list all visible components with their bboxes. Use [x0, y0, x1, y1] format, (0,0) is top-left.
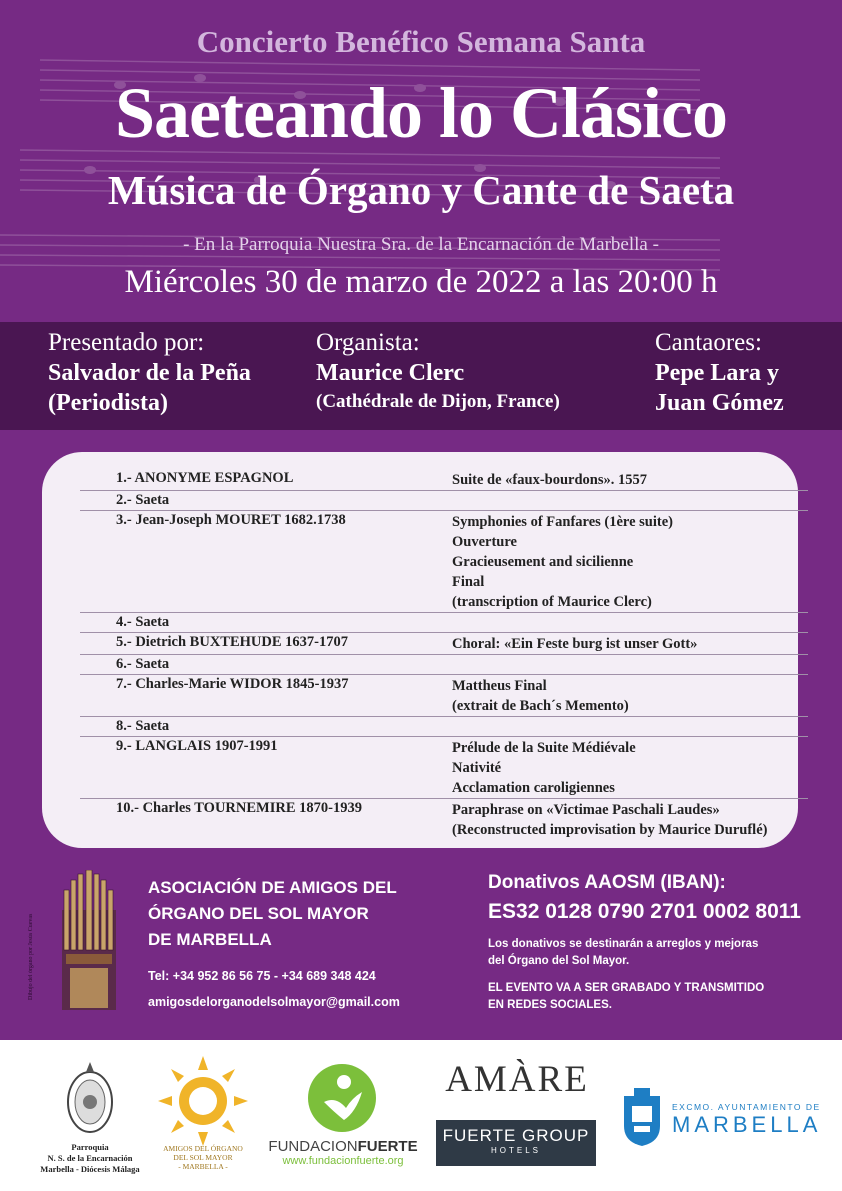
fundacion-name-a: FUNDACION	[268, 1138, 358, 1155]
fundacion-fuerte-emblem-icon	[306, 1062, 378, 1134]
presenter-label: Presentado por:	[48, 329, 205, 356]
program-row	[80, 632, 808, 655]
program-row	[80, 716, 808, 737]
amigos-logo	[148, 1144, 258, 1171]
program-work: Mattheus Final	[452, 678, 547, 694]
program-composer: 5.- Dietrich BUXTEHUDE 1637-1707	[116, 634, 348, 650]
fuerte-group-sub: HOTELS	[490, 1146, 541, 1155]
sun-icon	[158, 1056, 248, 1146]
ayuntamiento-logo	[672, 1102, 828, 1138]
program-work: Choral: «Ein Feste burg ist unser Gott»	[452, 636, 698, 652]
singers-label: Cantaores:	[655, 329, 762, 356]
organist-block	[316, 328, 560, 416]
amare-logo: AMÀRE	[445, 1059, 589, 1100]
program-works	[452, 800, 767, 840]
program-composer: 8.- Saeta	[116, 718, 170, 734]
donations-note	[488, 936, 758, 970]
organist-affiliation: (Cathédrale de Dijon, France)	[316, 391, 560, 412]
program-composer: 4.- Saeta	[116, 614, 170, 630]
parroquia-line: Parroquia	[71, 1142, 109, 1152]
program-work: (extrait de Bach´s Memento)	[452, 698, 629, 714]
program-composer: 2.- Saeta	[116, 492, 170, 508]
program-composer: 9.- LANGLAIS 1907-1991	[116, 738, 278, 754]
fuerte-group-name: FUERTE GROUP	[442, 1126, 590, 1145]
marbella-crest-icon	[620, 1086, 664, 1148]
singers-line-1: Pepe Lara y	[655, 360, 779, 386]
program-works	[452, 738, 636, 798]
parroquia-logo	[20, 1142, 160, 1175]
program-panel	[42, 452, 798, 848]
broadcast-notice-line: EL EVENTO VA A SER GRABADO Y TRANSMITIDO	[488, 982, 765, 994]
association-name-line: DE MARBELLA	[148, 930, 272, 949]
amigos-line: DEL SOL MAYOR	[173, 1153, 233, 1162]
program-works	[452, 470, 647, 490]
organist-name: Maurice Clerc	[316, 360, 465, 386]
fuerte-group-logo	[436, 1120, 596, 1166]
association-name-line: ÓRGANO DEL SOL MAYOR	[148, 904, 369, 923]
concert-subtitle: Música de Órgano y Cante de Saeta	[107, 167, 735, 213]
association-name	[148, 875, 397, 953]
program-row	[80, 654, 808, 675]
amigos-line: AMIGOS DEL ÓRGANO	[163, 1144, 243, 1153]
program-row	[80, 490, 808, 511]
fundacion-url: www.fundacionfuerte.org	[282, 1155, 404, 1167]
donations-note-line: Los donativos se destinarán a arreglos y mejoras	[488, 938, 759, 950]
program-composer: 6.- Saeta	[116, 656, 170, 672]
ayuntamiento-top: EXCMO. AYUNTAMIENTO DE	[672, 1102, 821, 1112]
donations-heading: Donativos AAOSM (IBAN):	[488, 872, 726, 893]
concert-kicker: Concierto Benéfico Semana Santa	[196, 24, 646, 59]
program-work: Nativité	[452, 760, 502, 776]
organist-label: Organista:	[316, 329, 420, 356]
presenter-role: (Periodista)	[48, 390, 168, 416]
header-section	[0, 0, 842, 322]
program-row	[80, 674, 808, 717]
concert-venue: - En la Parroquia Nuestra Sra. de la Encarnación de Marbella -	[183, 234, 659, 255]
broadcast-notice-line: EN REDES SOCIALES.	[488, 999, 612, 1011]
parroquia-line: N. S. de la Encarnación	[47, 1153, 133, 1163]
performers-band	[0, 322, 842, 430]
program-works	[452, 512, 673, 612]
program-row	[80, 736, 808, 799]
donations-iban: ES32 0128 0790 2701 0002 8011	[488, 900, 801, 923]
program-work: Acclamation caroligiennes	[452, 780, 615, 796]
program-composer: 10.- Charles TOURNEMIRE 1870-1939	[116, 800, 362, 816]
program-row	[80, 510, 808, 613]
program-work: (transcription of Maurice Clerc)	[452, 594, 652, 610]
program-works	[452, 634, 697, 654]
association-name-line: ASOCIACIÓN DE AMIGOS DEL	[148, 878, 397, 897]
presenter-block	[48, 328, 251, 418]
program-work: Prélude de la Suite Médiévale	[452, 740, 636, 756]
program-composer: 1.- ANONYME ESPAGNOL	[116, 470, 294, 486]
program-works	[452, 676, 629, 716]
organ-illustration	[56, 870, 122, 1010]
program-row	[80, 798, 808, 842]
broadcast-notice	[488, 980, 764, 1014]
ayuntamiento-name: MARBELLA	[672, 1112, 822, 1137]
program-work: Ouverture	[452, 534, 517, 550]
program-work: Final	[452, 574, 485, 590]
program-work: (Reconstructed improvisation by Maurice Duruflé)	[452, 822, 768, 838]
illustration-credit: Dibujo del órgano por Jesús Cuevas	[28, 913, 34, 1000]
parroquia-seal-icon	[60, 1058, 120, 1142]
program-row	[80, 468, 808, 491]
donations-note-line: del Órgano del Sol Mayor.	[488, 955, 630, 967]
program-work: Suite de «faux-bourdons». 1557	[452, 472, 647, 488]
concert-date: Miércoles 30 de marzo de 2022 a las 20:00 h	[124, 264, 718, 300]
program-row	[80, 612, 808, 633]
association-email: amigosdelorganodelsolmayor@gmail.com	[148, 995, 400, 1009]
fundacion-fuerte-logo	[266, 1138, 420, 1167]
concert-title: Saeteando lo Clásico	[114, 73, 727, 153]
association-phone: Tel: +34 952 86 56 75 - +34 689 348 424	[148, 969, 376, 983]
program-work: Gracieusement and sicilienne	[452, 554, 634, 570]
singers-block	[655, 328, 784, 418]
fundacion-name-b: FUERTE	[357, 1138, 418, 1155]
program-work: Paraphrase on «Victimae Paschali Laudes»	[452, 802, 720, 818]
amigos-line: - MARBELLA -	[178, 1162, 228, 1171]
parroquia-line: Marbella - Diócesis Málaga	[40, 1164, 140, 1174]
program-work: Symphonies of Fanfares (1ère suite)	[452, 514, 673, 530]
presenter-name: Salvador de la Peña	[48, 360, 251, 386]
sponsors-footer	[0, 1040, 842, 1191]
program-composer: 3.- Jean-Joseph MOURET 1682.1738	[116, 512, 346, 528]
program-composer: 7.- Charles-Marie WIDOR 1845-1937	[116, 676, 349, 692]
singers-line-2: Juan Gómez	[655, 390, 784, 416]
